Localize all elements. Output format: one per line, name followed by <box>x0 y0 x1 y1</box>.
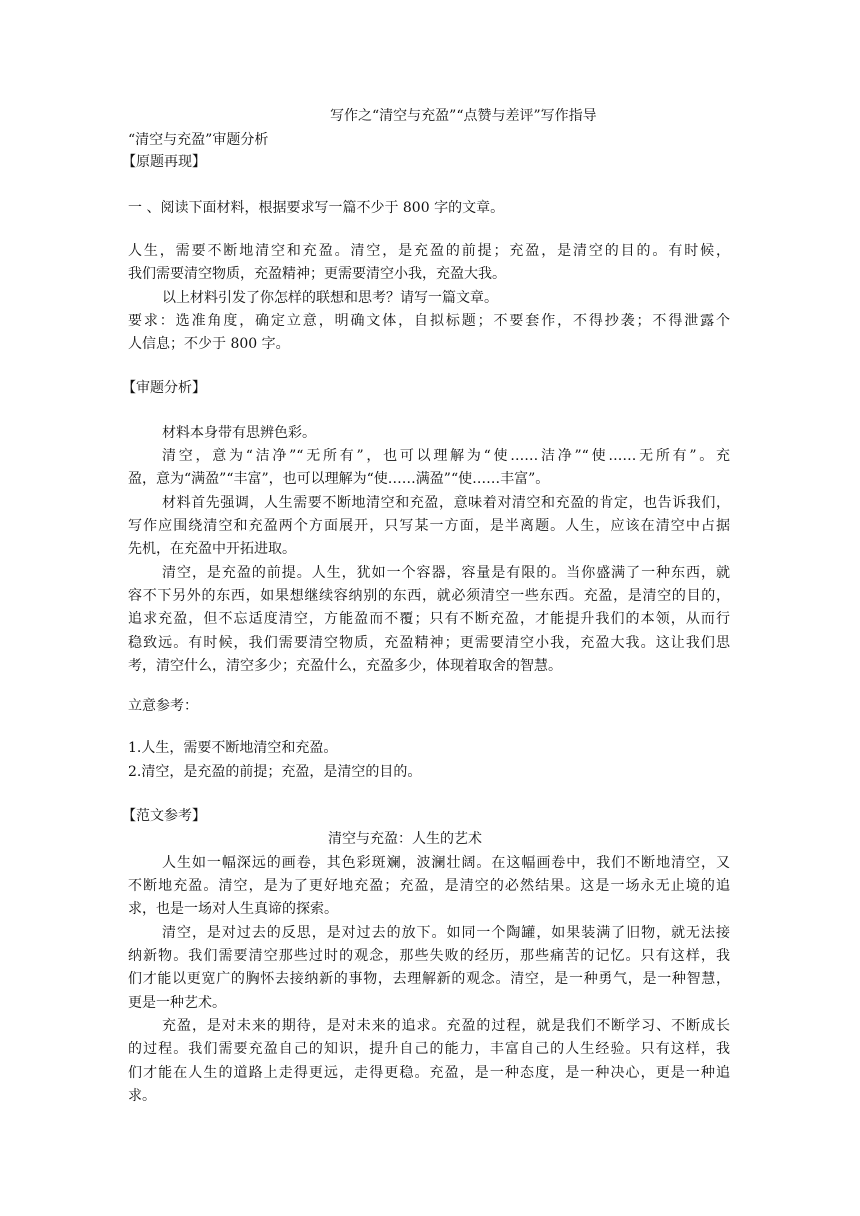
analysis-line: 材料首先强调，人生需要不断地清空和充盈，意味着对清空和充盈的肯定，也告诉我们， <box>162 495 730 511</box>
analysis-line: 清空，是充盈的前提。人生，犹如一个容器，容量是有限的。当你盛满了一种东西，就 <box>162 565 730 581</box>
essay-title: 清空与充盈：人生的艺术 <box>328 831 482 847</box>
essay-line: 清空，是对过去的反思，是对过去的放下。如同一个陶罐，如果装满了旧物，就无法接 <box>162 925 730 941</box>
analysis-line: 先机，在充盈中开拓进取。 <box>128 541 296 557</box>
analysis-line: 考，清空什么，清空多少；充盈什么，充盈多少，体现着取舍的智慧。 <box>128 658 562 674</box>
requirement-line: 要求：选准角度，确定立意，明确文体，自拟标题；不要套作，不得抄袭；不得泄露个 <box>128 313 730 329</box>
essay-line: 求。 <box>128 1088 156 1104</box>
section-heading-analysis: 【审题分析】 <box>122 380 206 396</box>
essay-line: 的过程。我们需要充盈自己的知识，提升自己的能力，丰富自己的人生经验。只有这样，我 <box>128 1041 730 1057</box>
doc-title: 写作之“清空与充盈”“点赞与差评”写作指导 <box>330 108 597 124</box>
material-line: 以上材料引发了你怎样的联想和思考？请写一篇文章。 <box>162 290 498 306</box>
task-line: 一 、阅读下面材料，根据要求写一篇不少于 800 字的文章。 <box>128 200 505 216</box>
idea-item: 1.人生，需要不断地清空和充盈。 <box>128 740 338 756</box>
requirement-line: 人信息；不少于 800 字。 <box>128 336 290 352</box>
essay-line: 人生如一幅深远的画卷，其色彩斑斓，波澜壮阔。在这幅画卷中，我们不断地清空，又 <box>162 855 730 871</box>
essay-line: 充盈，是对未来的期待，是对未来的追求。充盈的过程，就是我们不断学习、不断成长 <box>162 1018 730 1034</box>
analysis-line: 追求充盈，但不忘适度清空，方能盈而不覆；只有不断充盈，才能提升我们的本领，从而行 <box>128 611 730 627</box>
section-heading-original: 【原题再现】 <box>122 154 206 170</box>
analysis-line: 写作应围绕清空和充盈两个方面展开，只写某一方面，是半离题。人生，应该在清空中占据 <box>128 518 730 534</box>
analysis-line: 清空，意为“洁净”“无所有”，也可以理解为“使……洁净”“使……无所有”。充 <box>162 448 730 464</box>
essay-line: 求，也是一场对人生真谛的探索。 <box>128 901 338 917</box>
analysis-line: 材料本身带有思辨色彩。 <box>162 425 316 441</box>
analysis-line: 盈，意为“满盈”“丰富”，也可以理解为“使……满盈”“使……丰富”。 <box>128 471 550 487</box>
essay-line: 们才能以更宽广的胸怀去接纳新的事物，去理解新的观念。清空，是一种勇气，是一种智慧， <box>128 971 730 987</box>
material-line: 人生，需要不断地清空和充盈。清空，是充盈的前提；充盈，是清空的目的。有时候， <box>128 243 730 259</box>
essay-line: 不断地充盈。清空，是为了更好地充盈；充盈，是清空的必然结果。这是一场永无止境的追 <box>128 878 730 894</box>
idea-item: 2.清空，是充盈的前提；充盈，是清空的目的。 <box>128 764 422 780</box>
essay-line: 们才能在人生的道路上走得更远，走得更稳。充盈，是一种态度，是一种决心，更是一种追 <box>128 1065 730 1081</box>
analysis-line: 容不下另外的东西，如果想继续容纳别的东西，就必须清空一些东西。充盈，是清空的目的， <box>128 588 730 604</box>
ideas-label: 立意参考： <box>128 698 198 714</box>
doc-subtitle: “清空与充盈”审题分析 <box>128 132 269 148</box>
material-line: 我们需要清空物质，充盈精神；更需要清空小我，充盈大我。 <box>128 266 506 282</box>
section-heading-sample: 【范文参考】 <box>122 808 206 824</box>
essay-line: 纳新物。我们需要清空那些过时的观念，那些失败的经历，那些痛苦的记忆。只有这样，我 <box>128 948 730 964</box>
essay-line: 更是一种艺术。 <box>128 995 226 1011</box>
analysis-line: 稳致远。有时候，我们需要清空物质，充盈精神；更需要清空小我，充盈大我。这让我们思 <box>128 635 730 651</box>
